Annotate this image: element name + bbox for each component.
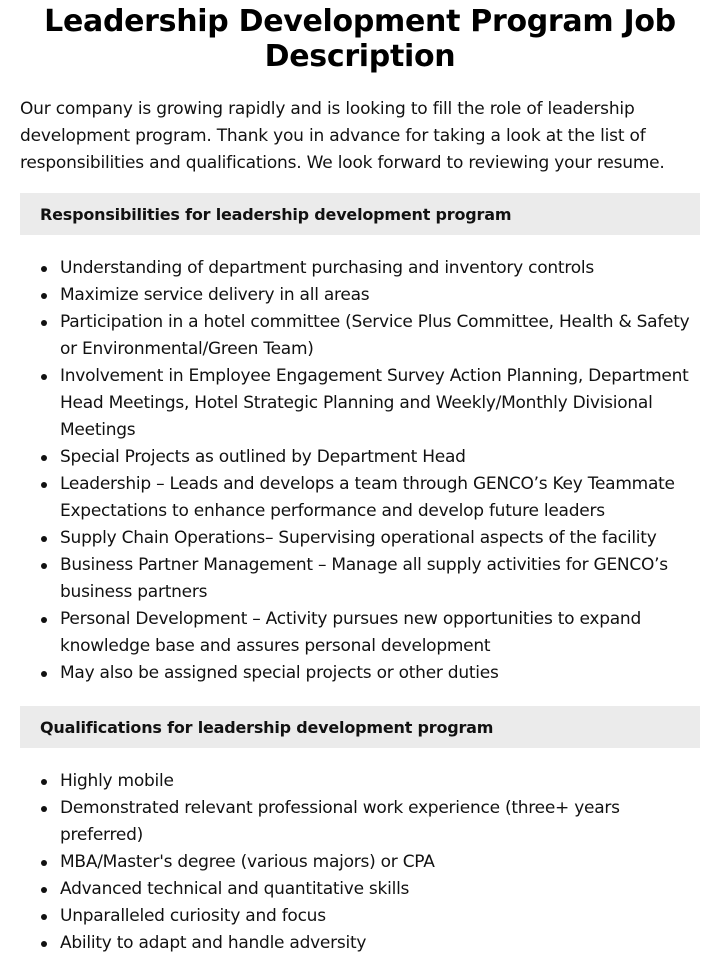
intro-paragraph: Our company is growing rapidly and is looking to fill the role of leadership development program. Thank you in advance for taking a look at the list of responsibilities and qualifications. We look forward to reviewing your resume.	[20, 99, 665, 173]
page-title: Leadership Development Program Job Description	[44, 4, 676, 74]
responsibilities-heading: Responsibilities for leadership development program	[20, 193, 700, 235]
list-item: Unparalleled curiosity and focus	[60, 903, 700, 930]
list-item: Advanced technical and quantitative skills	[60, 876, 700, 903]
list-item: Business Partner Management – Manage all supply activities for GENCO’s business partners	[60, 552, 700, 606]
list-item: Involvement in Employee Engagement Survey Action Planning, Department Head Meetings, Hotel Strategic Planning and Weekly/Monthly Divisional Meetings	[60, 363, 700, 444]
list-item: Highly mobile	[60, 768, 700, 795]
list-item: Personal Development – Activity pursues new opportunities to expand knowledge base and assures personal development	[60, 606, 700, 660]
list-item: Special Projects as outlined by Department Head	[60, 444, 700, 471]
list-item: Understanding of department purchasing and inventory controls	[60, 255, 700, 282]
list-item: Supply Chain Operations– Supervising operational aspects of the facility	[60, 525, 700, 552]
list-item: Ability to adapt and handle adversity	[60, 930, 700, 957]
list-item: May also be assigned special projects or other duties	[60, 660, 700, 687]
list-item: Maximize service delivery in all areas	[60, 282, 700, 309]
responsibilities-list	[20, 255, 700, 687]
list-item: Leadership – Leads and develops a team through GENCO’s Key Teammate Expectations to enhance performance and develop future leaders	[60, 471, 700, 525]
qualifications-list	[20, 768, 700, 957]
list-item: MBA/Master's degree (various majors) or CPA	[60, 849, 700, 876]
qualifications-heading: Qualifications for leadership development program	[20, 706, 700, 748]
job-description-page	[0, 4, 720, 961]
list-item: Demonstrated relevant professional work experience (three+ years preferred)	[60, 795, 700, 849]
list-item: Participation in a hotel committee (Service Plus Committee, Health & Safety or Environmental/Green Team)	[60, 309, 700, 363]
